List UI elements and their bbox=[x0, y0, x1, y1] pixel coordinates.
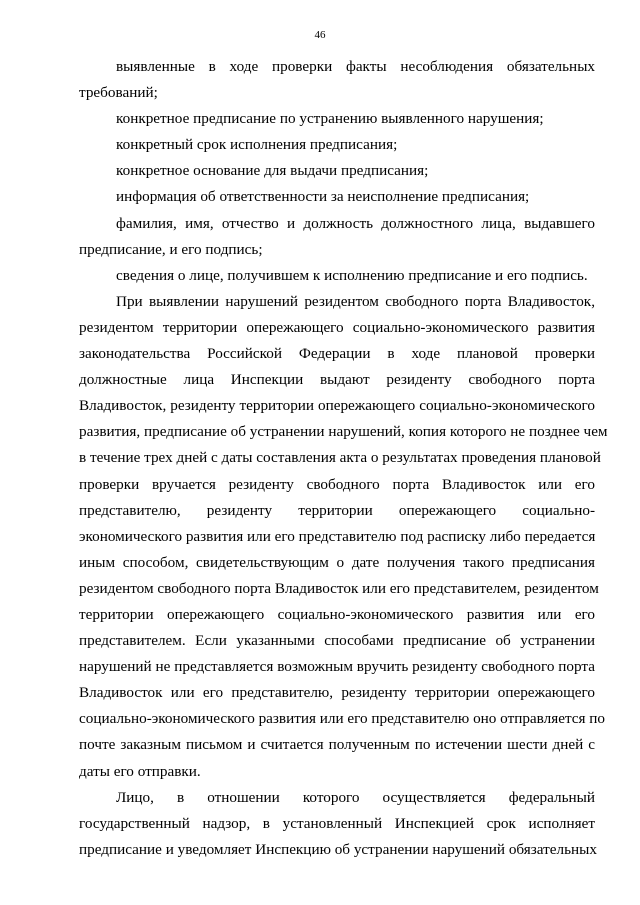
text-line: Владивосток или его представителю, резиденту территории опережающего bbox=[79, 684, 595, 702]
text-line: предписание и уведомляет Инспекцию об устранении нарушений обязательных bbox=[79, 840, 597, 858]
text-line: резидентом свободного порта Владивосток или его представителем, резидентом bbox=[79, 579, 599, 597]
text-line: даты его отправки. bbox=[79, 762, 201, 780]
text-line: При выявлении нарушений резидентом свободного порта Владивосток, bbox=[116, 292, 595, 310]
page-number: 46 bbox=[314, 29, 326, 41]
text-line: социально-экономического развития или его представителю оно отправляется по bbox=[79, 710, 606, 728]
text-line: проверки вручается резиденту свободного порта Владивосток или его bbox=[79, 475, 595, 493]
text-line: иным способом, свидетельствующим о дате получения такого предписания bbox=[79, 553, 595, 571]
text-line: выявленные в ходе проверки факты несоблюдения обязательных bbox=[116, 58, 595, 75]
text-line: представителем. Если указанными способами предписание об устранении bbox=[79, 632, 595, 650]
text-line: развития, предписание об устранении нарушений, копия которого не позднее чем bbox=[79, 423, 608, 441]
document-body bbox=[79, 54, 608, 863]
text-line: конкретное предписание по устранению выявленного нарушения; bbox=[116, 110, 544, 128]
text-line: сведения о лице, получившем к исполнению предписание и его подпись. bbox=[116, 266, 588, 284]
text-line: законодательства Российской Федерации в ходе плановой проверки bbox=[79, 345, 595, 363]
text-line: государственный надзор, в установленный Инспекцией срок исполняет bbox=[79, 814, 595, 832]
text-line: требований; bbox=[79, 84, 158, 102]
text-line: в течение трех дней с даты составления акта о результатах проведения плановой bbox=[79, 449, 601, 467]
text-line: представителю, резиденту территории опережающего социально- bbox=[79, 501, 595, 519]
text-line: фамилия, имя, отчество и должность должностного лица, выдавшего bbox=[116, 214, 595, 232]
text-line: территории опережающего социально-экономического развития или его bbox=[79, 605, 595, 623]
text-line: почте заказным письмом и считается полученным по истечении шести дней с bbox=[79, 736, 595, 754]
text-line: Владивосток, резиденту территории опережающего социально-экономического bbox=[79, 397, 595, 415]
text-line: конкретный срок исполнения предписания; bbox=[116, 136, 398, 154]
text-line: Лицо, в отношении которого осуществляется федеральный bbox=[116, 788, 595, 806]
text-line: должностные лица Инспекции выдают резиденту свободного порта bbox=[79, 371, 595, 389]
text-line: экономического развития или его представителю под расписку либо передается bbox=[79, 527, 596, 545]
text-line: нарушений не представляется возможным вручить резиденту свободного порта bbox=[79, 658, 595, 676]
text-line: резидентом территории опережающего социально-экономического развития bbox=[79, 318, 595, 336]
text-line: конкретное основание для выдачи предписания; bbox=[116, 162, 429, 180]
text-line: предписание, и его подпись; bbox=[79, 240, 263, 258]
text-line: информация об ответственности за неисполнение предписания; bbox=[116, 188, 530, 206]
